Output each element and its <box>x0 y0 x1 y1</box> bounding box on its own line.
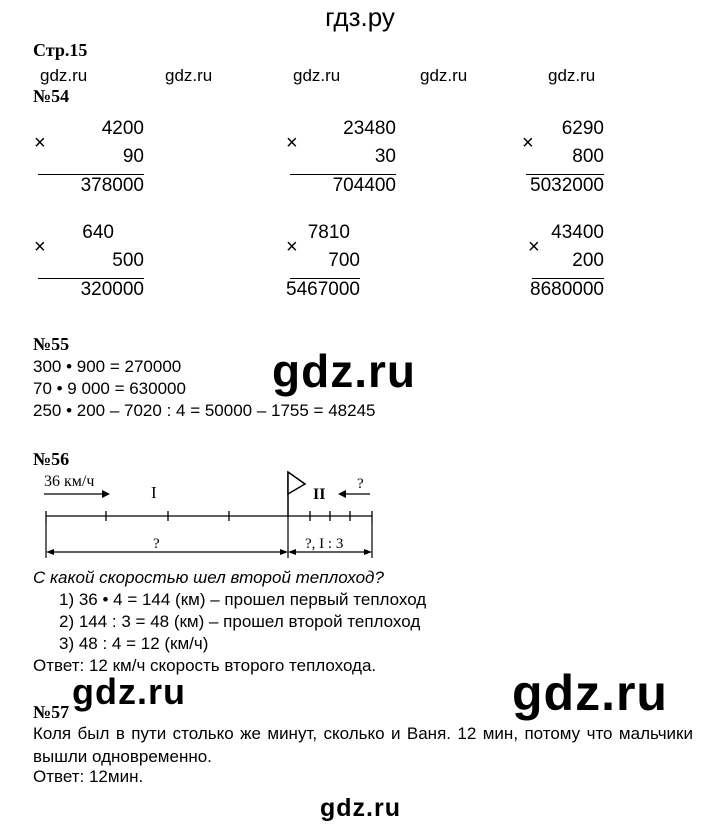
segment-one-label: I <box>151 483 157 502</box>
watermark-small-2: gdz.ru <box>165 66 213 85</box>
watermark-large: gdz.ru <box>272 345 416 397</box>
multiplication-problem <box>522 118 604 196</box>
multiplicand: 43400 <box>551 222 604 243</box>
watermark-small-3: gdz.ru <box>293 66 341 85</box>
page-label: Стр.15 <box>33 40 88 60</box>
multiplicand: 4200 <box>101 118 144 139</box>
flag-icon <box>288 472 305 494</box>
multiplier: 800 <box>572 146 604 167</box>
product: 5032000 <box>530 175 604 196</box>
answer-text: Ответ: 12мин. <box>33 767 144 786</box>
multiplicand: 640 <box>82 222 114 243</box>
multiplier: 500 <box>112 250 144 271</box>
equation-line: 70 • 9 000 = 630000 <box>33 379 186 398</box>
watermark-large: gdz.ru <box>512 665 668 721</box>
product: 320000 <box>80 279 144 300</box>
question-text: С какой скоростью шел второй теплоход? <box>33 568 384 587</box>
exercise-55-label: №55 <box>33 334 70 354</box>
multiplier: 200 <box>572 250 604 271</box>
watermark-small-1: gdz.ru <box>40 66 88 85</box>
multiplicand: 7810 <box>307 222 350 243</box>
solution-paragraph: Коля был в пути столько же минут, сколько и Ваня. 12 мин, потому что мальчики вышли одновременно. <box>33 724 693 766</box>
multiplication-problem <box>528 222 604 300</box>
arrow-head <box>280 549 288 555</box>
answer-text: Ответ: 12 км/ч скорость второго теплохода. <box>33 656 377 675</box>
multiplier: 30 <box>374 146 396 167</box>
exercise-56-label: №56 <box>33 449 70 469</box>
arrow-head <box>46 549 54 555</box>
exercise-57-label: №57 <box>33 702 70 722</box>
multiplicand: 6290 <box>561 118 604 139</box>
distance-one-label: ? <box>153 536 160 552</box>
multiplication-problem <box>286 118 396 196</box>
watermark-large: gdz.ru <box>72 671 186 712</box>
speed-label: 36 км/ч <box>44 473 95 490</box>
product: 704400 <box>332 175 396 196</box>
solution-step: 1) 36 • 4 = 144 (км) – прошел первый теплоход <box>59 590 427 609</box>
exercise-54-label: №54 <box>33 86 70 106</box>
arrow-head <box>364 549 372 555</box>
watermark-small-5: gdz.ru <box>548 66 596 85</box>
watermark-large: gdz.ru <box>320 794 401 822</box>
arrow-head <box>288 549 296 555</box>
multiplication-problem <box>34 222 144 300</box>
solution-step: 2) 144 : 3 = 48 (км) – прошел второй теплоход <box>59 612 421 631</box>
multiply-sign: × <box>286 132 298 154</box>
equation-line: 250 • 200 – 7020 : 4 = 50000 – 1755 = 48245 <box>33 401 376 420</box>
multiplicand: 23480 <box>343 118 396 139</box>
multiply-sign: × <box>522 132 534 154</box>
site-title: гдз.ру <box>325 2 395 32</box>
unknown-speed-label: ? <box>357 476 364 492</box>
equation-line: 300 • 900 = 270000 <box>33 357 182 376</box>
unknown-arrow-head <box>338 490 346 498</box>
segment-two-label: II <box>313 486 326 503</box>
multiplier: 700 <box>328 250 360 271</box>
multiply-sign: × <box>286 236 298 258</box>
product: 378000 <box>80 175 144 196</box>
product: 5467000 <box>286 279 360 300</box>
speed-arrow-head <box>102 490 110 498</box>
multiplication-problem <box>286 222 360 300</box>
multiplier: 90 <box>122 146 144 167</box>
product: 8680000 <box>530 279 604 300</box>
multiply-sign: × <box>34 236 46 258</box>
distance-two-label: ?, I : 3 <box>305 536 344 552</box>
multiply-sign: × <box>34 132 46 154</box>
multiplication-problem <box>34 118 144 196</box>
multiply-sign: × <box>528 236 540 258</box>
motion-diagram <box>30 468 390 568</box>
watermark-small-4: gdz.ru <box>420 66 468 85</box>
solution-step: 3) 48 : 4 = 12 (км/ч) <box>59 634 209 653</box>
